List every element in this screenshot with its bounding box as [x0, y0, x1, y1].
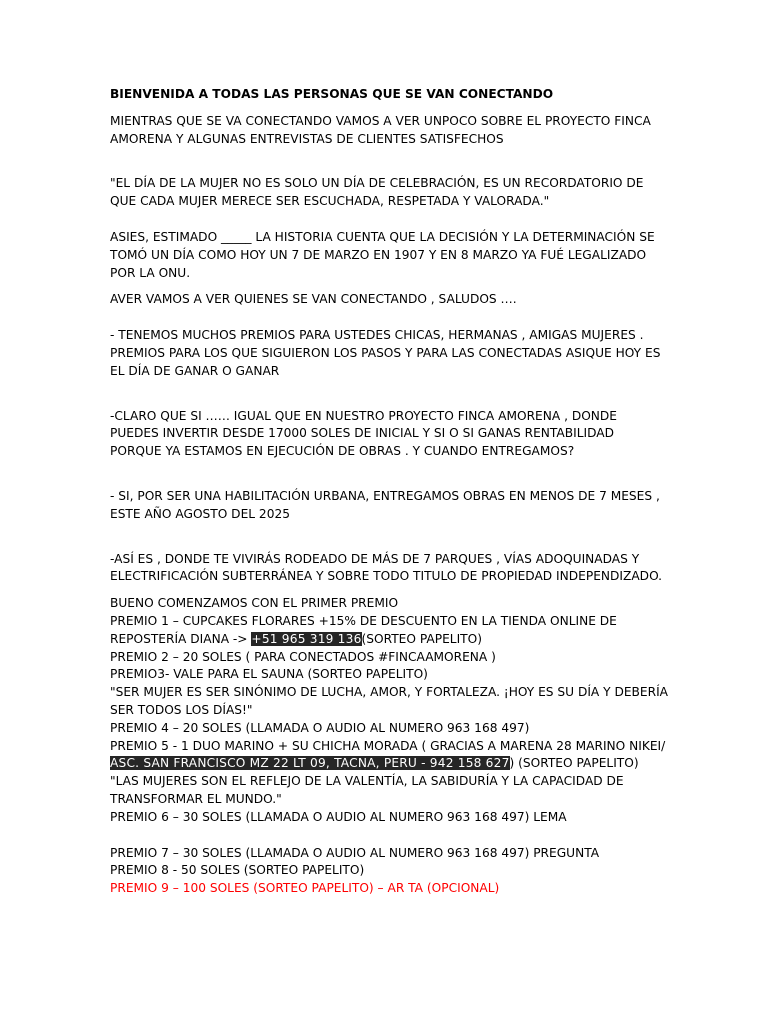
document-title: BIENVENIDA A TODAS LAS PERSONAS QUE SE VAN CONECTANDO	[110, 87, 554, 101]
quote-paragraph-1: "EL DÍA DE LA MUJER NO ES SOLO UN DÍA DE CELEBRACIÓN, ES UN RECORDATORIO DE QUE CADA MUJER MERECE SER ESCUCHADA, RESPETADA Y VALORADA."	[110, 176, 644, 209]
prize-4-line: PREMIO 4 – 20 SOLES (LLAMADA O AUDIO AL NUMERO 963 168 497)	[110, 720, 530, 735]
quote-paragraph-3: "LAS MUJERES SON EL REFLEJO DE LA VALENTÍA, LA SABIDURÍA Y LA CAPACIDAD DE TRANSFORMAR EL MUNDO."	[110, 774, 624, 806]
prize-5-suffix: ) (SORTEO PAPELITO)	[509, 756, 639, 771]
prize-3-line: PREMIO3- VALE PARA EL SAUNA (SORTEO PAPELITO)	[110, 667, 428, 682]
features-paragraph: -ASÍ ES , DONDE TE VIVIRÁS RODEADO DE MÁS DE 7 PARQUES , VÍAS ADOQUINADAS Y ELECTRIFICACIÓN SUBTERRÁNEA Y SOBRE TODO TITULO DE PROPIEDAD INDEPENDIZADO.	[110, 551, 663, 584]
prizes-intro-paragraph: - TENEMOS MUCHOS PREMIOS PARA USTEDES CHICAS, HERMANAS , AMIGAS MUJERES . PREMIOS PARA LOS QUE SIGUIERON LOS PASOS Y PARA LAS CONECTADAS ASIQUE HOY ES EL DÍA DE GANAR O GANAR	[110, 328, 661, 378]
prize-5-address: ASC. SAN FRANCISCO MZ 22 LT 09, TACNA, PERU - 942 158 627	[110, 756, 510, 771]
delivery-paragraph: - SI, POR SER UNA HABILITACIÓN URBANA, ENTREGAMOS OBRAS EN MENOS DE 7 MESES , ESTE AÑO AGOSTO DEL 2025	[110, 488, 660, 521]
prize-2-line: PREMIO 2 – 20 SOLES ( PARA CONECTADOS #FINCAAMORENA )	[110, 649, 496, 664]
prize-9-line: PREMIO 9 – 100 SOLES (SORTEO PAPELITO) – AR TA (OPCIONAL)	[110, 881, 500, 896]
prize-5-line	[110, 738, 668, 774]
prize-8-line: PREMIO 8 - 50 SOLES (SORTEO PAPELITO)	[110, 863, 365, 878]
greeting-paragraph: AVER VAMOS A VER QUIENES SE VAN CONECTANDO , SALUDOS ….	[110, 292, 517, 307]
prize-1-phone: +51 965 319 136	[251, 631, 362, 646]
history-paragraph: ASIES, ESTIMADO _____ LA HISTORIA CUENTA QUE LA DECISIÓN Y LA DETERMINACIÓN SE TOMÓ UN DÍA COMO HOY UN 7 DE MARZO EN 1907 Y EN 8 MARZO YA FUÉ LEGALIZADO POR LA ONU.	[110, 229, 655, 280]
intro-paragraph: MIENTRAS QUE SE VA CONECTANDO VAMOS A VER UNPOCO SOBRE EL PROYECTO FINCA AMORENA Y ALGUNAS ENTREVISTAS DE CLIENTES SATISFECHOS	[110, 113, 651, 146]
start-prizes-line: BUENO COMENZAMOS CON EL PRIMER PREMIO	[110, 596, 399, 611]
prize-6-line: PREMIO 6 – 30 SOLES (LLAMADA O AUDIO AL NUMERO 963 168 497) LEMA	[110, 809, 567, 824]
prize-7-line: PREMIO 7 – 30 SOLES (LLAMADA O AUDIO AL NUMERO 963 168 497) PREGUNTA	[110, 845, 600, 860]
prize-1-suffix: (SORTEO PAPELITO)	[361, 631, 482, 646]
prize-5-text: PREMIO 5 - 1 DUO MARINO + SU CHICHA MORADA ( GRACIAS A MARENA 28 MARINO NIKEI/	[110, 738, 666, 753]
quote-paragraph-2: "SER MUJER ES SER SINÓNIMO DE LUCHA, AMOR, Y FORTALEZA. ¡HOY ES SU DÍA Y DEBERÍA SER TODOS LOS DÍAS!"	[110, 685, 669, 717]
prize-1-text: PREMIO 1 – CUPCAKES FLORARES +15% DE DESCUENTO EN LA TIENDA ONLINE DE REPOSTERÍA DIANA ->	[110, 613, 617, 646]
project-paragraph: -CLARO QUE SI …… IGUAL QUE EN NUESTRO PROYECTO FINCA AMORENA , DONDE PUEDES INVERTIR DESDE 17000 SOLES DE INICIAL Y SI O SI GANAS RENTABILIDAD PORQUE YA ESTAMOS EN EJECUCIÓN DE OBRAS . Y CUANDO ENTREGAMOS?	[110, 408, 618, 459]
prize-1-line	[110, 613, 668, 649]
